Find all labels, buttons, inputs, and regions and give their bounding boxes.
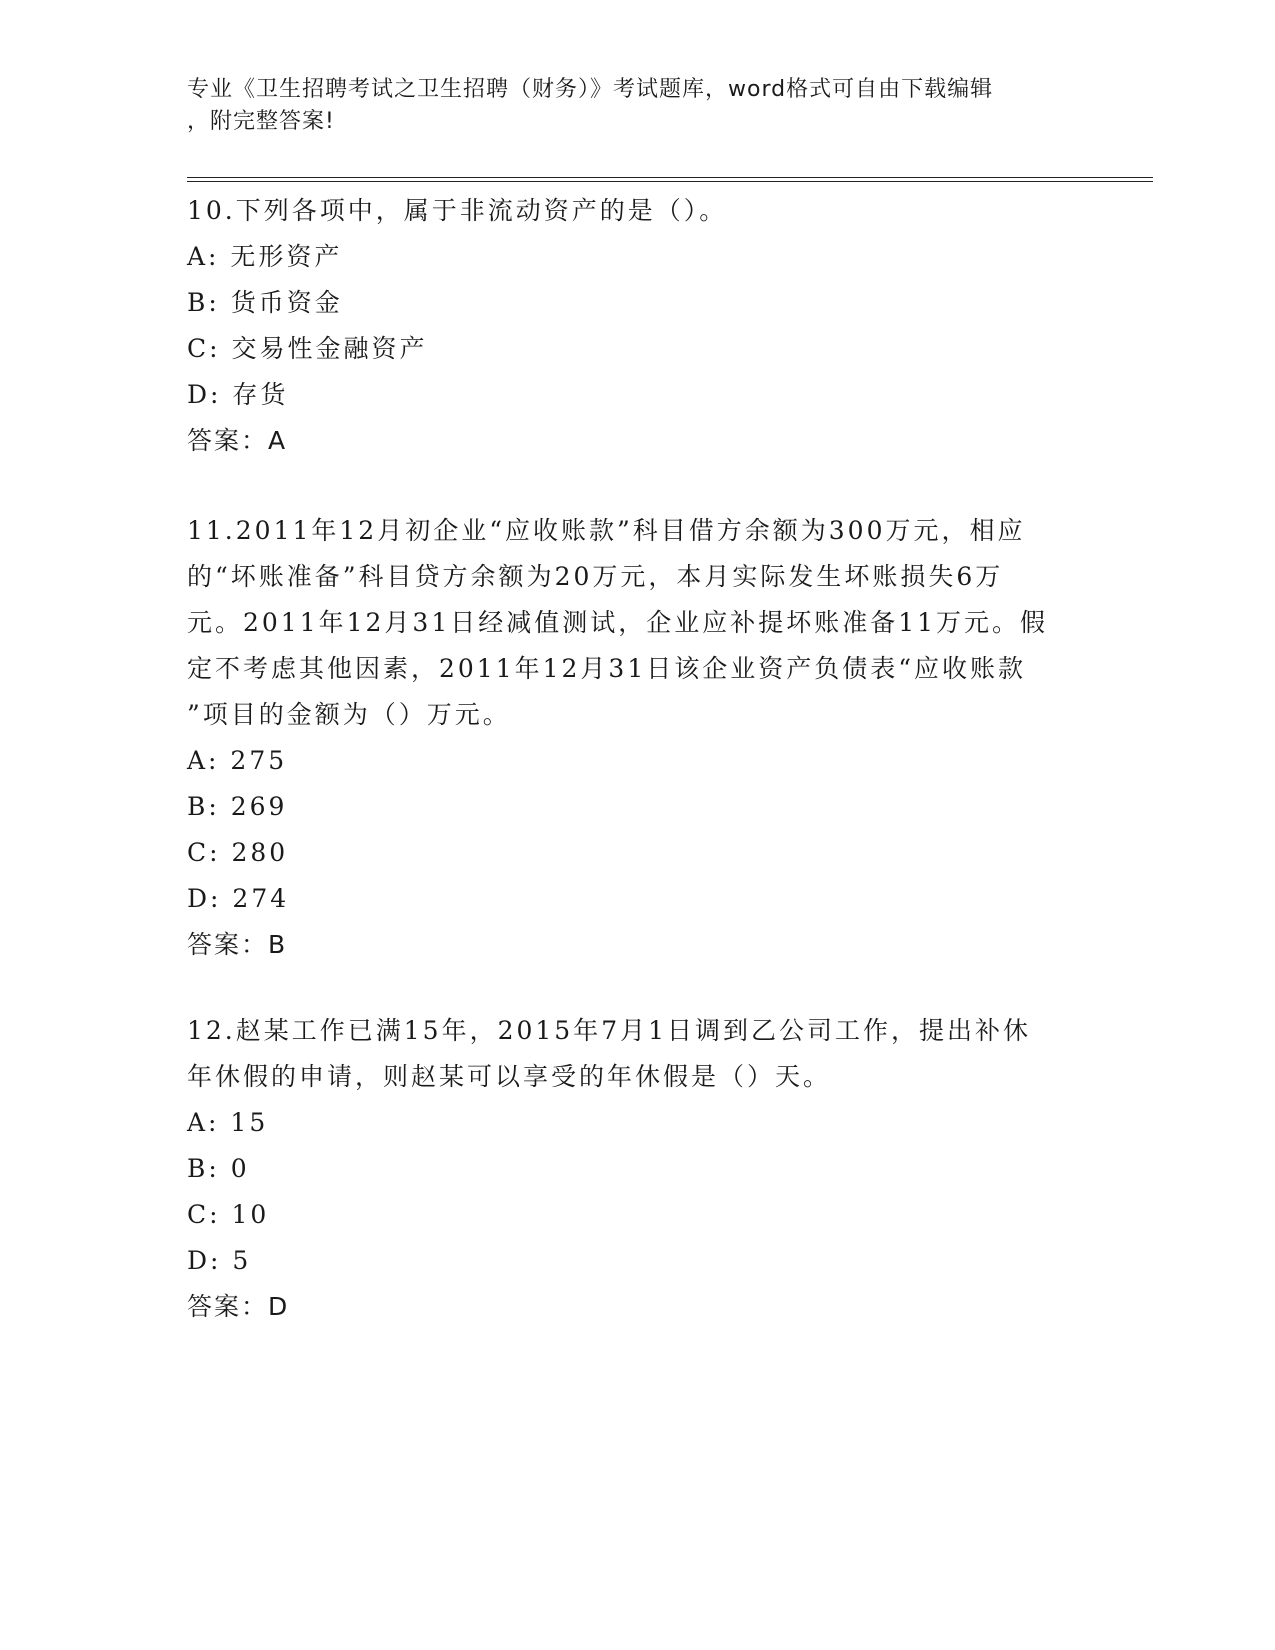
question-stem-line: 的“坏账准备”科目贷方余额为20万元，本月实际发生坏账损失6万 [187, 562, 1004, 591]
option-a: A: 275 [187, 746, 288, 775]
option-d: D: 5 [187, 1246, 252, 1275]
option-c: C: 10 [187, 1200, 270, 1229]
option-c: C: 280 [187, 838, 289, 867]
option-a: A: 无形资产 [187, 242, 343, 271]
question-stem-line: 11.2011年12月初企业“应收账款”科目借方余额为300万元，相应 [187, 516, 1026, 545]
header-line-2: ，附完整答案! [187, 109, 335, 134]
option-b: B: 货币资金 [187, 288, 343, 317]
question-11 [187, 508, 1087, 968]
header-divider-top [187, 177, 1153, 178]
question-stem-line: 元。2011年12月31日经减值测试，企业应补提坏账准备11万元。假 [187, 608, 1049, 637]
document-header [187, 74, 1067, 138]
answer-line: 答案：B [187, 930, 288, 959]
header-divider-bottom [187, 181, 1153, 182]
question-12 [187, 1008, 1087, 1330]
option-a: A: 15 [187, 1108, 269, 1137]
option-c: C: 交易性金融资产 [187, 334, 428, 363]
question-stem-line: 10.下列各项中，属于非流动资产的是（）。 [187, 196, 728, 225]
question-stem-line: ”项目的金额为（）万元。 [187, 700, 511, 729]
option-b: B: 0 [187, 1154, 250, 1183]
answer-line: 答案：D [187, 1292, 290, 1321]
question-stem-line: 定不考虑其他因素，2011年12月31日该企业资产负债表“应收账款 [187, 654, 1027, 683]
question-stem-line: 年休假的申请，则赵某可以享受的年休假是（）天。 [187, 1062, 832, 1091]
question-stem-line: 12.赵某工作已满15年，2015年7月1日调到乙公司工作，提出补休 [187, 1016, 1032, 1045]
question-10 [187, 188, 1087, 464]
option-d: D: 274 [187, 884, 290, 913]
header-line-1: 专业《卫生招聘考试之卫生招聘（财务）》考试题库，word格式可自由下载编辑 [187, 77, 994, 102]
option-d: D: 存货 [187, 380, 289, 409]
answer-line: 答案：A [187, 426, 288, 455]
option-b: B: 269 [187, 792, 288, 821]
